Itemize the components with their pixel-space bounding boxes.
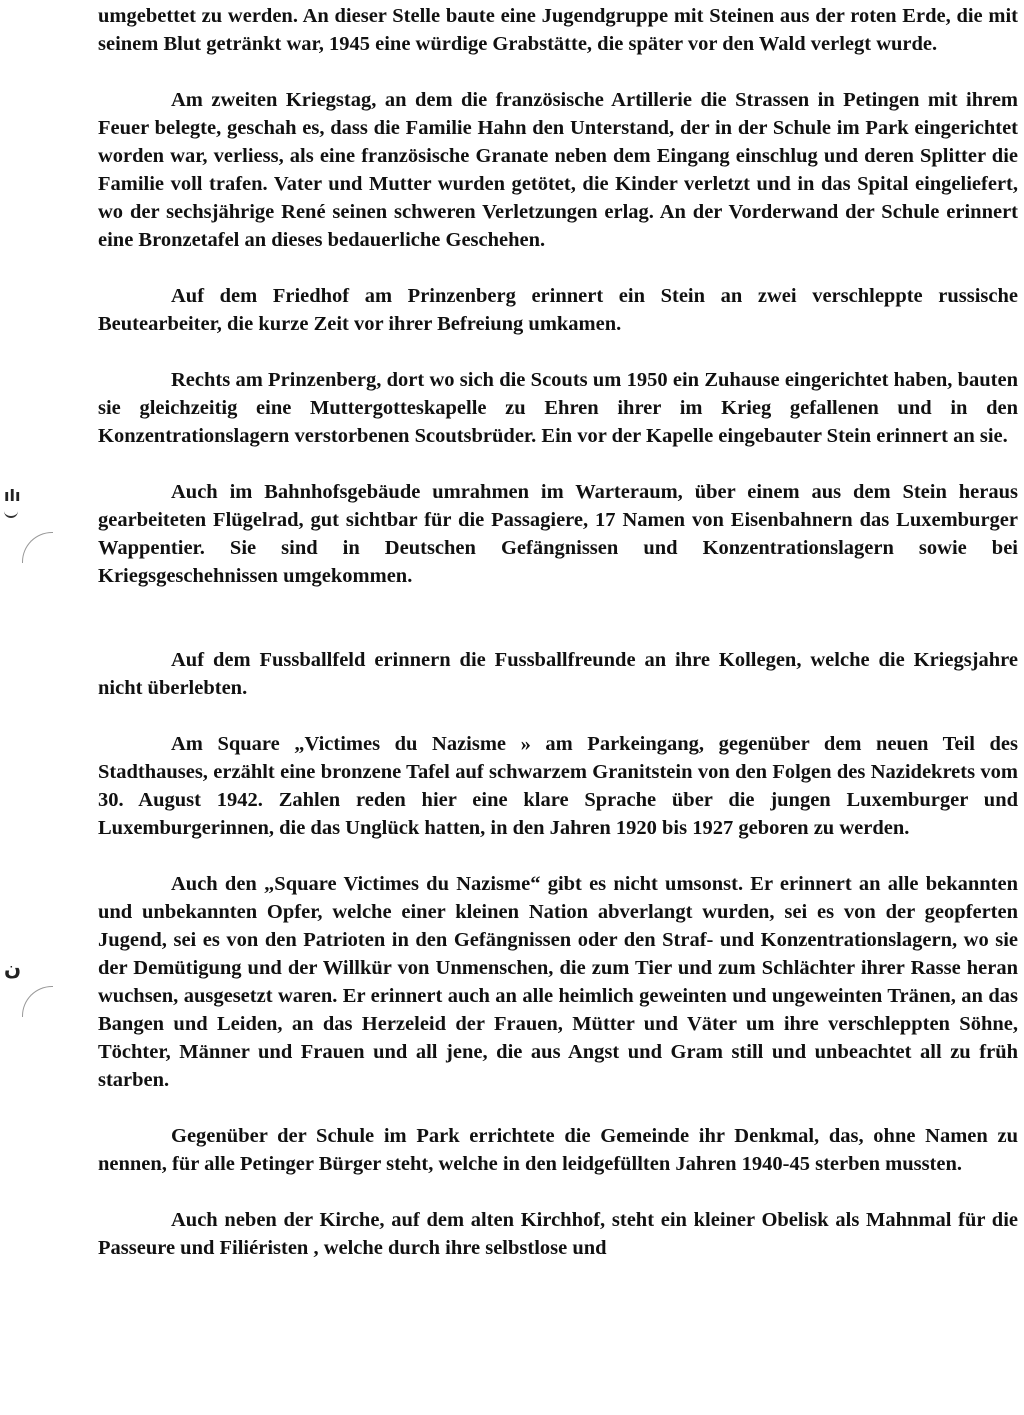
paragraph-spacer: [98, 1178, 1018, 1206]
margin-scan-mark: ılı: [4, 486, 21, 505]
paragraph-spacer: [98, 450, 1018, 478]
margin-fold-arc: [22, 986, 53, 1017]
document-page: [98, 0, 1018, 1415]
paragraph-10: Auch neben der Kirche, auf dem alten Kirchhof, steht ein kleiner Obelisk als Mahnmal für die Passeure und Filiéristen , welche durch ihre selbstlose und: [98, 1209, 1018, 1259]
paragraph-5: Auch im Bahnhofsgebäude umrahmen im Warteraum, über einem aus dem Stein heraus gearbeiteten Flügelrad, gut sichtbar für die Passagiere, 17 Namen von Eisenbahnern das Luxemburger Wappentier. Sie sind in Deutschen Gefängnissen und Konzentrationslagern sowie bei Kriegsgeschehnissen umgekommen.: [98, 481, 1018, 587]
paragraph-spacer: [98, 254, 1018, 282]
margin-scan-mark: ن: [4, 956, 22, 980]
paragraph-6: Auf dem Fussballfeld erinnern die Fussballfreunde an ihre Kollegen, welche die Kriegsjahre nicht überlebten.: [98, 649, 1018, 699]
paragraph-spacer: [98, 590, 1018, 646]
paragraph-8: Auch den „Square Victimes du Nazisme“ gibt es nicht umsonst. Er erinnert an alle bekannten und unbekannten Opfer, welche einer kleinen Nation abverlangt wurden, sei es von der geopferten Jugend, sei es von den Patrioten in den Gefängnissen oder den Straf- und Konzentrationslagern, wo sie der Demütigung und der Willkür von Unmenschen, die zum Tier und zum Schlächter ihrer Rasse heran wuchsen, ausgesetzt waren. Er erinnert auch an alle heimlich geweinten und ungeweinten Tränen, an das Bangen und Leiden, an das Herzeleid der Frauen, Mütter und Väter um ihre verschleppten Söhne, Töchter, Männer und Frauen und all jene, die aus Angst und Gram still und unbeachtet all zu früh starben.: [98, 873, 1018, 1091]
paragraph-spacer: [98, 842, 1018, 870]
margin-fold-arc: [22, 532, 53, 563]
paragraph-4: Rechts am Prinzenberg, dort wo sich die Scouts um 1950 ein Zuhause eingerichtet haben, bauten sie gleichzeitig eine Muttergotteskapelle zu Ehren ihrer im Krieg gefallenen und in den Konzentrationslagern verstorbenen Scoutsbrüder. Ein vor der Kapelle eingebauter Stein erinnert an sie.: [98, 369, 1018, 447]
margin-scan-smudge: [4, 506, 18, 518]
paragraph-spacer: [98, 702, 1018, 730]
paragraph-spacer: [98, 1094, 1018, 1122]
paragraph-7: Am Square „Victimes du Nazisme » am Parkeingang, gegenüber dem neuen Teil des Stadthauses, erzählt eine bronzene Tafel auf schwarzem Granitstein von den Folgen des Nazidekrets vom 30. August 1942. Zahlen reden hier eine klare Sprache über die jungen Luxemburger und Luxemburgerinnen, die das Unglück hatten, in den Jahren 1920 bis 1927 geboren zu werden.: [98, 733, 1018, 839]
paragraph-9: Gegenüber der Schule im Park errichtete die Gemeinde ihr Denkmal, das, ohne Namen zu nennen, für alle Petinger Bürger steht, welche in den leidgefüllten Jahren 1940-45 sterben mussten.: [98, 1125, 1018, 1175]
paragraph-3: Auf dem Friedhof am Prinzenberg erinnert ein Stein an zwei verschleppte russische Beutearbeiter, die kurze Zeit vor ihrer Befreiung umkamen.: [98, 285, 1018, 335]
paragraph-spacer: [98, 338, 1018, 366]
paragraph-1: umgebettet zu werden. An dieser Stelle baute eine Jugendgruppe mit Steinen aus der roten Erde, die mit seinem Blut getränkt war, 1945 eine würdige Grabstätte, die später vor den Wald verlegt wurde.: [98, 5, 1018, 55]
paragraph-spacer: [98, 58, 1018, 86]
paragraph-2: Am zweiten Kriegstag, an dem die französische Artillerie die Strassen in Petingen mit ihrem Feuer belegte, geschah es, dass die Familie Hahn den Unterstand, der in der Schule im Park eingerichtet worden war, verliess, als eine französische Granate neben dem Eingang einschlug und deren Splitter die Familie voll trafen. Vater und Mutter wurden getötet, die Kinder verletzt und in das Spital eingeliefert, wo der sechsjährige René seinen schweren Verletzungen erlag. An der Vorderwand der Schule erinnert eine Bronzetafel an dieses bedauerliche Geschehen.: [98, 89, 1018, 251]
